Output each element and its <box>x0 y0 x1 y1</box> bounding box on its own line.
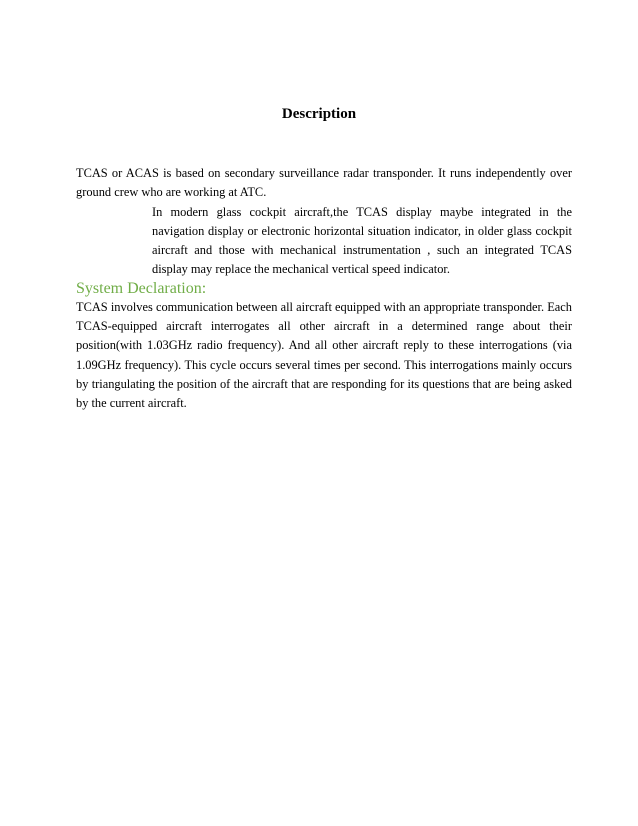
document-body <box>76 164 572 414</box>
section-heading: System Declaration: <box>76 279 207 297</box>
intro-paragraph: TCAS or ACAS is based on secondary surveillance radar transponder. It runs independently over ground crew who are working at ATC. <box>76 166 572 200</box>
second-paragraph: In modern glass cockpit aircraft,the TCAS display maybe integrated in the navigation display or electronic horizontal situation indicator, in older glass cockpit aircraft and those with mechanical instrumentation , such an integrated TCAS display may replace the mechanical vertical speed indicator. <box>152 204 572 277</box>
section-paragraph: TCAS involves communication between all aircraft equipped with an appropriate transponder. Each TCAS-equipped aircraft interrogates all other aircraft in a determined range about their position(with 1.03GHz radio frequency). And all other aircraft reply to these interrogations (via 1.09GHz frequency). This cycle occurs several times per second. This interrogations mainly occurs by triangulating the position of the aircraft that are responding for its questions that are being asked by the current aircraft. <box>76 299 572 411</box>
page-title: Description <box>281 106 357 122</box>
